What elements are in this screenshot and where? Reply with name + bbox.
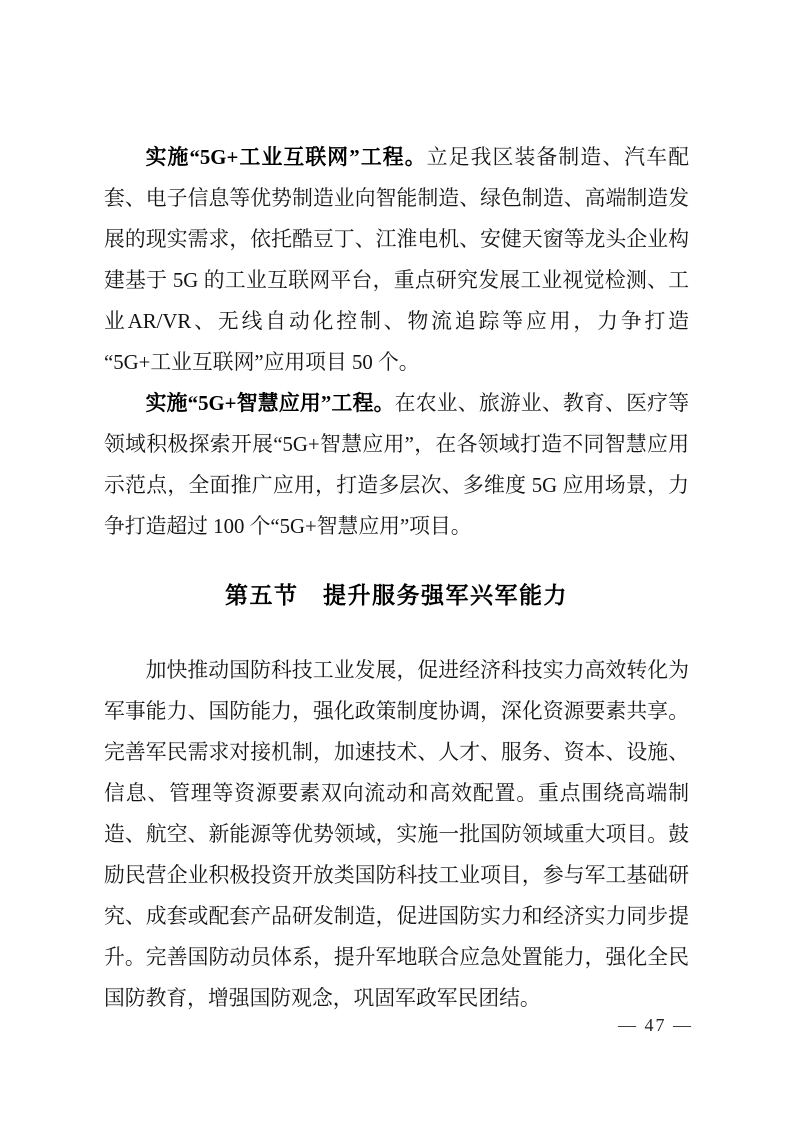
paragraph-lead-5g-industrial-internet: 实施“5G+工业互联网”工程。 [145,146,427,169]
paragraph-lead-5g-smart-applications: 实施“5G+智慧应用”工程。 [145,392,395,415]
paragraph-national-defense: 加快推动国防科技工业发展，促进经济科技实力高效转化为军事能力、国防能力，强化政策制度协调，深化资源要素共享。完善军民需求对接机制，加速技术、人才、服务、资本、设施、信息、管理等资源要素双向流动和高效配置。重点围绕高端制造、航空、新能源等优势领域，实施一批国防领域重大项目。鼓励民营企业积极投资开放类国防科技工业项目，参与军工基础研究、成套或配套产品研发制造，促进国防实力和经济实力同步提升。完善国防动员体系，提升军地联合应急处置能力，强化全民国防教育，增强国防观念，巩固军政军民团结。 [104,659,689,1010]
page-content [104,137,689,1019]
paragraph-5g-smart-applications [104,383,689,547]
paragraph-5g-industrial-internet [104,137,689,383]
section-heading: 第五节 提升服务强军兴军能力 [225,582,568,608]
paragraph-body-5g-industrial-internet: 立足我区装备制造、汽车配套、电子信息等优势制造业向智能制造、绿色制造、高端制造发展的现实需求，依托酷豆丁、江淮电机、安健天窗等龙头企业构建基于 5G 的工业互联网平台，重点研究发展工业视觉检测、工业AR/VR、无线自动化控制、物流追踪等应用，力争打造“5G+工业互联网”应用项目 50 个。 [104,146,689,374]
page-number: — 47 — [618,1015,693,1035]
paragraph-body-5g-smart-applications: 在农业、旅游业、教育、医疗等领域积极探索开展“5G+智慧应用”，在各领域打造不同智慧应用示范点，全面推广应用，打造多层次、多维度 5G 应用场景，力争打造超过 100 个“5G+智慧应用”项目。 [104,392,689,538]
